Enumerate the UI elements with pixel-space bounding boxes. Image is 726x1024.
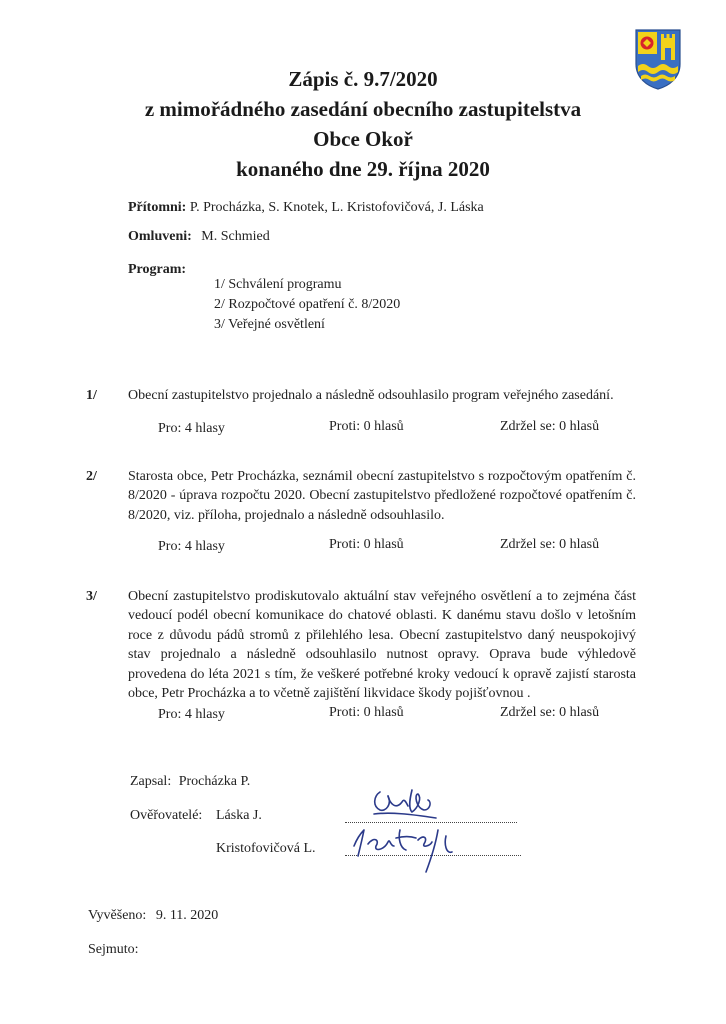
signature-image xyxy=(346,820,462,876)
votes-against: Proti: 0 hlasů xyxy=(329,537,404,552)
votes-abstain: Zdržel se: 0 hlasů xyxy=(500,705,600,720)
document-title-line2: z mimořádného zasedání obecního zastupitelstva xyxy=(144,97,582,121)
votes-abstain: Zdržel se: 0 hlasů xyxy=(500,537,600,552)
signature-image xyxy=(366,784,450,824)
votes-abstain: Zdržel se: 0 hlasů xyxy=(500,419,600,434)
present-row xyxy=(128,200,484,216)
document-title-line1: Zápis č. 9.7/2020 xyxy=(288,67,438,91)
posted-value: 9. 11. 2020 xyxy=(155,908,219,923)
resolution-number: 2/ xyxy=(86,469,97,484)
posted-row xyxy=(88,908,218,924)
votes-against: Proti: 0 hlasů xyxy=(329,419,404,434)
recorded-value: Procházka P. xyxy=(178,774,251,789)
resolution-text: Obecní zastupitelstvo prodiskutovalo aktuální stav veřejného osvětlení a to zejména část vedoucí podél obecní komunikace do chatové oblasti. K danému stavu došlo v letošním roce z důvodu pádů stromů z přilehlého lesa. Obecní zastupitelstvo daný neuspokojivý stav projednalo a následně odsouhlasilo nutnost opravy. Oprava bude výhledově provedena do léta 2021 s tím, že veškeré potřebné kroky vedoucí k opravě zajistí starosta obce, Petr Procházka a to včetně zajištění likvidace škody pojišťovnou . xyxy=(128,589,636,702)
program-label: Program: xyxy=(128,262,187,277)
votes-for: Pro: 4 hlasy xyxy=(158,421,225,436)
verifiers-label: Ověřovatelé: xyxy=(130,808,203,823)
present-label: Přítomni: xyxy=(128,200,187,215)
excused-row xyxy=(128,229,270,245)
resolution-number: 3/ xyxy=(86,589,97,604)
document-title-line4: konaného dne 29. října 2020 xyxy=(236,157,490,181)
present-value: P. Procházka, S. Knotek, L. Kristofovičová, J. Láska xyxy=(189,200,484,215)
recorded-label: Zapsal: xyxy=(130,774,172,789)
verifier-name: Láska J. xyxy=(216,808,262,823)
program-item: 2/ Rozpočtové opatření č. 8/2020 xyxy=(214,297,401,312)
excused-value: M. Schmied xyxy=(201,229,270,244)
votes-against: Proti: 0 hlasů xyxy=(329,705,404,720)
verifier-name: Kristofovičová L. xyxy=(216,841,316,856)
excused-label: Omluveni: xyxy=(128,229,192,244)
recorded-row xyxy=(130,774,250,790)
resolution-text: Obecní zastupitelstvo projednalo a následně odsouhlasilo program veřejného zasedání. xyxy=(128,388,614,403)
program-item: 1/ Schválení programu xyxy=(214,277,342,292)
votes-for: Pro: 4 hlasy xyxy=(158,539,225,554)
program-item: 3/ Veřejné osvětlení xyxy=(214,317,325,332)
document-title-line3: Obce Okoř xyxy=(313,127,413,151)
resolution-number: 1/ xyxy=(86,388,97,403)
posted-label: Vyvěšeno: xyxy=(88,908,147,923)
votes-for: Pro: 4 hlasy xyxy=(158,707,225,722)
resolution-text: Starosta obce, Petr Procházka, seznámil obecní zastupitelstvo s rozpočtovým opatřením č. 8/2020 - úprava rozpočtu 2020. Obecní zastupitelstvo předložené rozpočtové opatřením č. 8/2020, viz. příloha, projednalo a následně odsouhlasilo. xyxy=(128,469,636,523)
removed-label: Sejmuto: xyxy=(88,942,139,957)
